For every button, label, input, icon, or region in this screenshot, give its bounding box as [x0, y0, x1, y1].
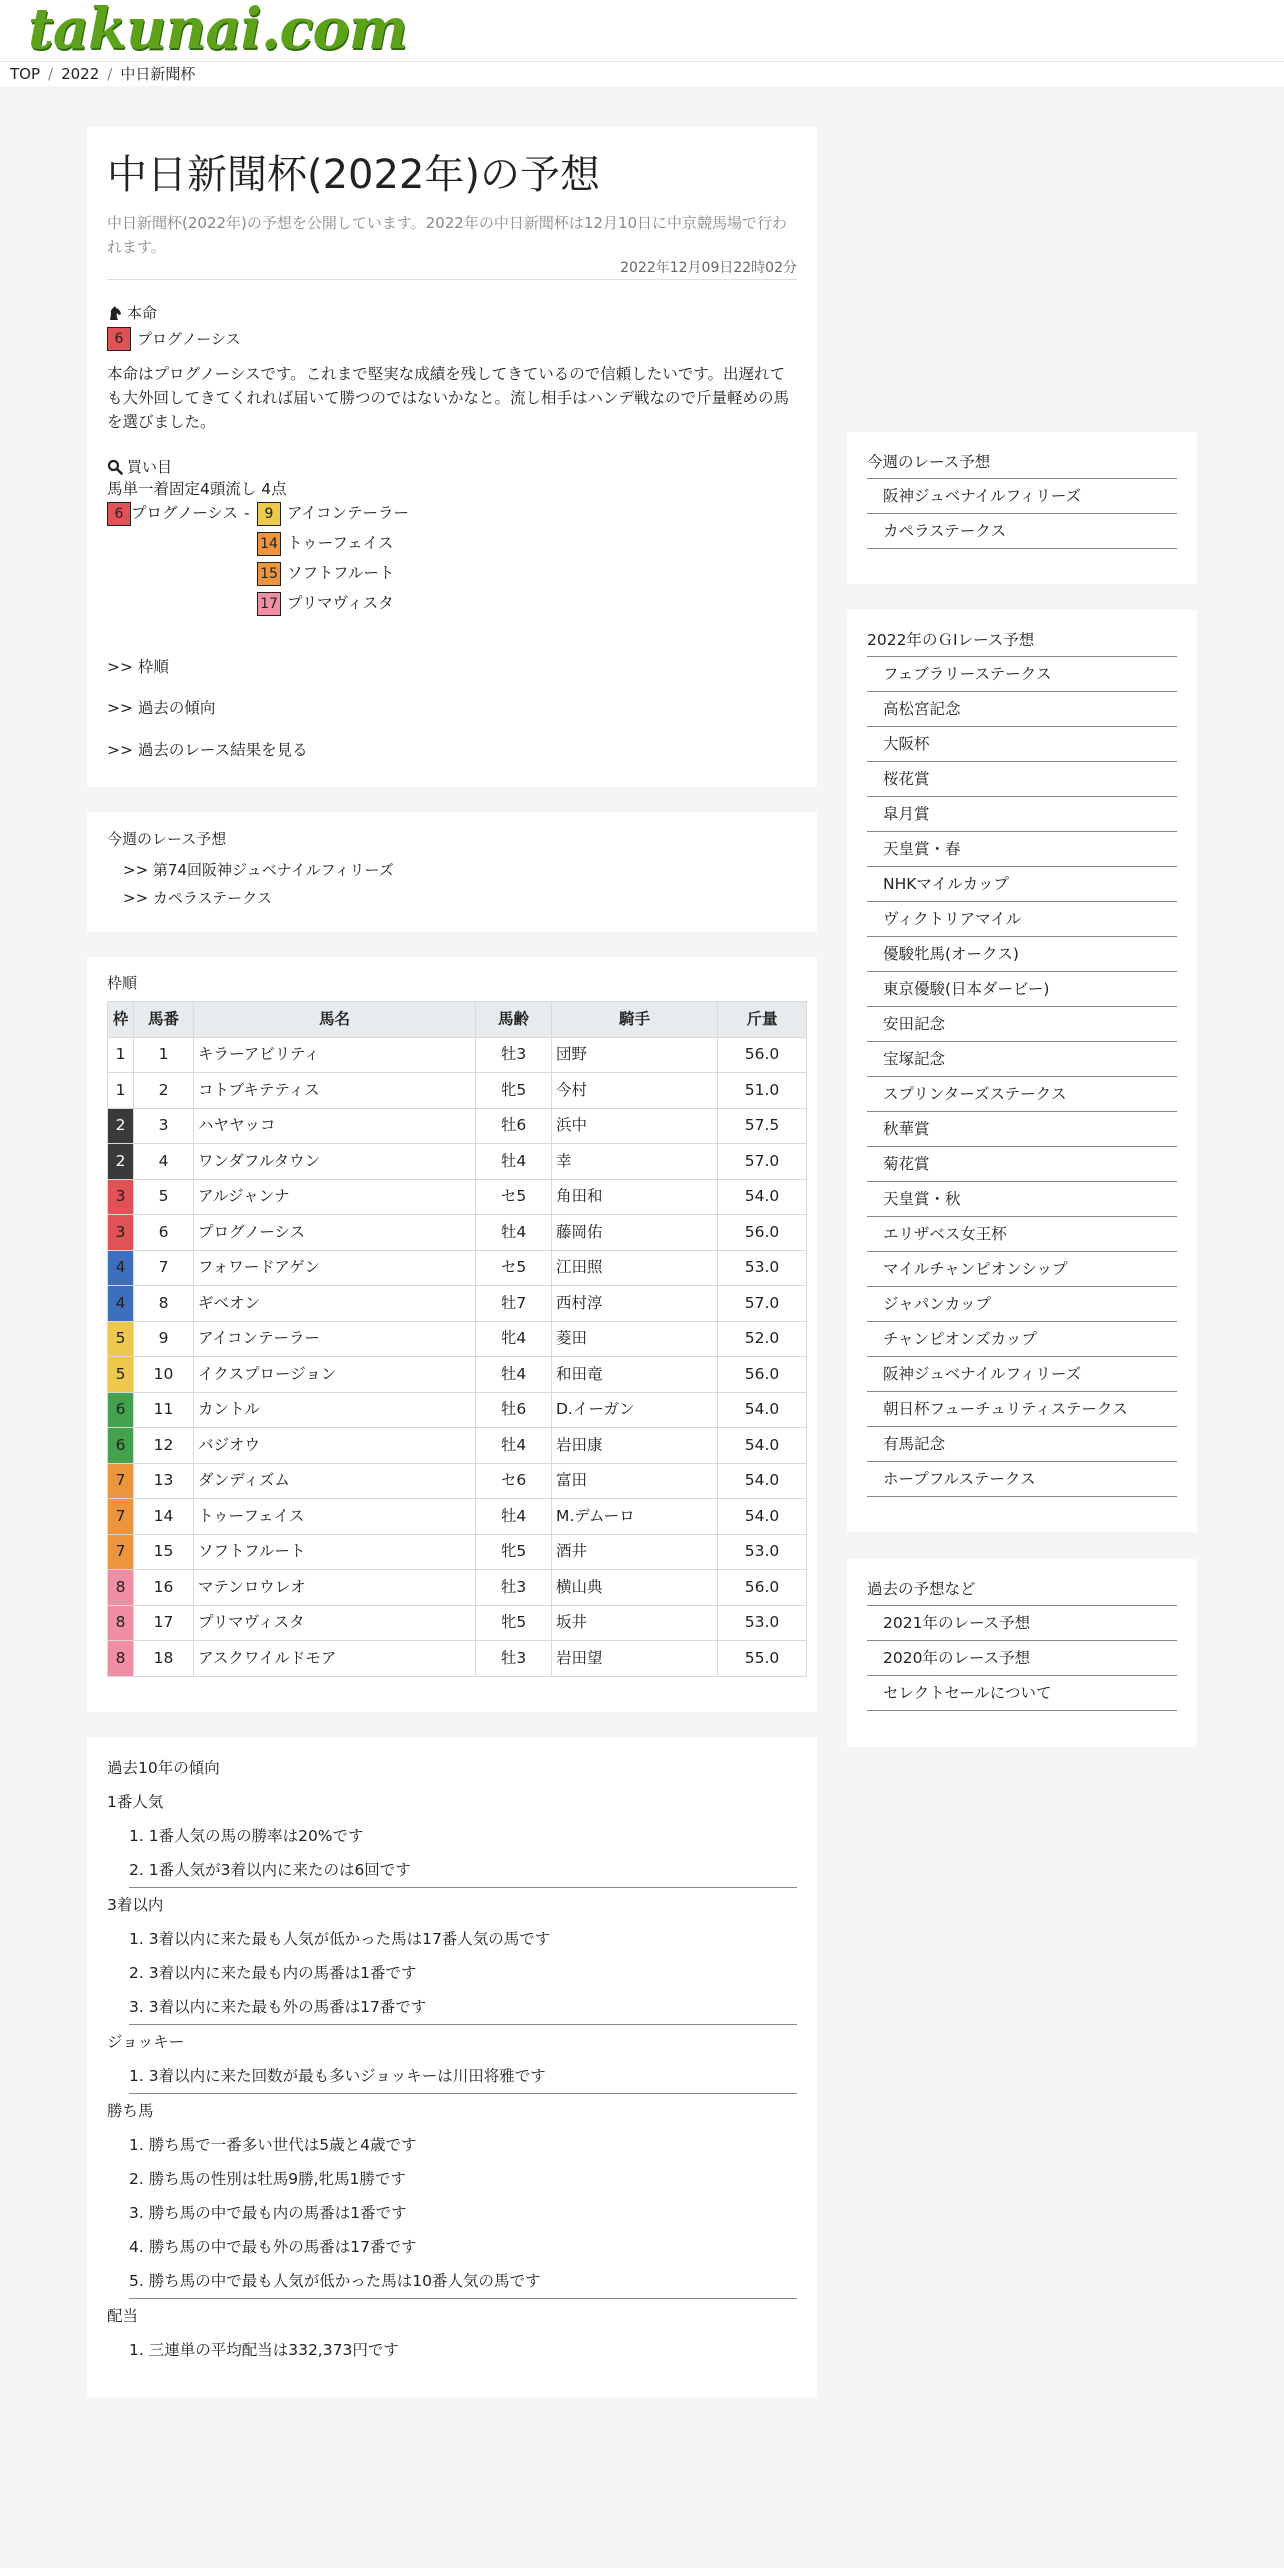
col-number: 馬番	[134, 1002, 194, 1038]
weekly-race-link[interactable]: >> カペラステークス	[123, 889, 273, 907]
trend-item-number: 1.	[129, 1930, 149, 1948]
trend-list	[129, 1819, 797, 1888]
weight-cell: 57.5	[718, 1108, 807, 1144]
jockey-cell: 今村	[552, 1073, 718, 1109]
table-row	[108, 1250, 807, 1286]
horse-name-cell[interactable]: プリマヴィスタ	[194, 1605, 476, 1641]
breadcrumb-separator: /	[48, 65, 54, 83]
waku-cell: 8	[108, 1641, 134, 1677]
waku-cell: 4	[108, 1286, 134, 1322]
waku-cell: 6	[108, 1428, 134, 1464]
horse-name-cell[interactable]: バジオウ	[194, 1428, 476, 1464]
waku-cell: 5	[108, 1321, 134, 1357]
table-row	[108, 1428, 807, 1464]
sidebar-link[interactable]: 桜花賞	[867, 762, 1177, 797]
trend-item-number: 2.	[129, 2170, 149, 2188]
horse-name-cell[interactable]: トゥーフェイス	[194, 1499, 476, 1535]
trend-list	[129, 1922, 797, 2025]
sidebar-link[interactable]: カペラステークス	[867, 514, 1177, 549]
weight-cell: 56.0	[718, 1357, 807, 1393]
link-trend[interactable]: >> 過去の傾向	[107, 699, 216, 718]
buy-target-badge: 15	[257, 562, 281, 586]
trend-item-text: 勝ち馬の中で最も人気が低かった馬は10番人気の馬です	[148, 2272, 541, 2290]
sidebar-section-title: 2022年のＧⅠレース予想	[867, 624, 1177, 657]
age-cell: 牡4	[476, 1357, 552, 1393]
weekly-races-title: 今週のレース予想	[107, 830, 227, 848]
buy-target-badge: 17	[257, 592, 281, 616]
age-cell: 牡3	[476, 1570, 552, 1606]
table-header-row	[108, 1002, 807, 1038]
col-horse: 馬名	[194, 1002, 476, 1038]
age-cell: 牡4	[476, 1428, 552, 1464]
horse-name-cell[interactable]: ソフトフルート	[194, 1534, 476, 1570]
horse-name-cell[interactable]: アスクワイルドモア	[194, 1641, 476, 1677]
sidebar-link[interactable]: 大阪杯	[867, 727, 1177, 762]
trend-list-item	[129, 1853, 797, 1887]
link-past-results[interactable]: >> 過去のレース結果を見る	[107, 740, 308, 759]
horse-name-cell[interactable]: カントル	[194, 1392, 476, 1428]
horse-name-cell[interactable]: コトブキテティス	[194, 1073, 476, 1109]
waku-cell: 5	[108, 1357, 134, 1393]
jockey-cell: 浜中	[552, 1108, 718, 1144]
breadcrumb	[0, 62, 1284, 86]
waku-cell: 2	[108, 1144, 134, 1180]
sidebar-link[interactable]: ホープフルステークス	[867, 1462, 1177, 1497]
table-row	[108, 1108, 807, 1144]
waku-cell: 8	[108, 1605, 134, 1641]
weight-cell: 56.0	[718, 1570, 807, 1606]
weekly-races-card	[87, 812, 817, 932]
buy-target-name: ソフトフルート	[287, 564, 395, 583]
table-row	[108, 1392, 807, 1428]
trend-item-text: 勝ち馬の性別は牡馬9勝,牝馬1勝です	[148, 2170, 406, 2188]
horse-name-cell[interactable]: マテンロウレオ	[194, 1570, 476, 1606]
table-row	[108, 1605, 807, 1641]
trend-list	[129, 2333, 797, 2367]
table-row	[108, 1463, 807, 1499]
trend-list-item	[129, 2059, 797, 2093]
trend-list-item	[129, 1956, 797, 1990]
buy-target-1	[257, 502, 409, 526]
age-cell: 牝5	[476, 1605, 552, 1641]
jockey-cell: 団野	[552, 1037, 718, 1073]
sidebar-link[interactable]: エリザベス女王杯	[867, 1217, 1177, 1252]
weekly-race-link[interactable]: >> 第74回阪神ジュベナイルフィリーズ	[123, 861, 394, 879]
buy-main-horse	[107, 502, 250, 526]
trend-title: 過去10年の傾向	[107, 1759, 220, 1777]
breadcrumb-separator: /	[107, 65, 113, 83]
trend-list-item	[129, 2196, 797, 2230]
sidebar-link[interactable]: 朝日杯フューチュリティステークス	[867, 1392, 1177, 1427]
col-jockey: 騎手	[552, 1002, 718, 1038]
age-cell: 牡6	[476, 1392, 552, 1428]
sidebar-link[interactable]: ヴィクトリアマイル	[867, 902, 1177, 937]
number-cell: 4	[134, 1144, 194, 1180]
entries-table	[107, 1001, 807, 1677]
weight-cell: 53.0	[718, 1605, 807, 1641]
weight-cell: 54.0	[718, 1392, 807, 1428]
jockey-cell: 和田竜	[552, 1357, 718, 1393]
horse-name-cell[interactable]: ハヤヤッコ	[194, 1108, 476, 1144]
number-cell: 13	[134, 1463, 194, 1499]
trend-item-text: 3着以内に来た最も人気が低かった馬は17番人気の馬です	[148, 1930, 551, 1948]
horse-name-cell[interactable]: ワンダフルタウン	[194, 1144, 476, 1180]
jockey-cell: 角田和	[552, 1179, 718, 1215]
waku-cell: 7	[108, 1534, 134, 1570]
weight-cell: 54.0	[718, 1463, 807, 1499]
pick-heading-label: 本命	[127, 304, 158, 322]
site-header	[0, 0, 1284, 62]
pick-comment: 本命はプログノーシスです。これまで堅実な成績を残してきているので信頼したいです。出遅れても大外回してきてくれれば届いて勝つのではないかなと。流し相手はハンデ戦なので斤量軽めの馬を選びました。	[107, 365, 790, 432]
trend-item-number: 1.	[129, 1827, 149, 1845]
jockey-cell: 横山典	[552, 1570, 718, 1606]
waku-cell: 4	[108, 1250, 134, 1286]
breadcrumb-current: 中日新聞杯	[120, 65, 196, 83]
trend-list-item	[129, 1922, 797, 1956]
buy-dash: -	[243, 504, 250, 523]
trend-item-text: 勝ち馬の中で最も外の馬番は17番です	[148, 2238, 417, 2256]
jockey-cell: M.デムーロ	[552, 1499, 718, 1535]
buy-target-4	[257, 592, 394, 616]
number-cell: 7	[134, 1250, 194, 1286]
number-cell: 9	[134, 1321, 194, 1357]
number-cell: 3	[134, 1108, 194, 1144]
waku-cell: 8	[108, 1570, 134, 1606]
number-cell: 5	[134, 1179, 194, 1215]
pick-number-badge: 6	[107, 327, 131, 351]
number-cell: 8	[134, 1286, 194, 1322]
trend-item-text: 3着以内に来た回数が最も多いジョッキーは川田将雅です	[148, 2067, 546, 2085]
table-row	[108, 1570, 807, 1606]
age-cell: 牡4	[476, 1144, 552, 1180]
sidebar-link[interactable]: マイルチャンピオンシップ	[867, 1252, 1177, 1287]
buy-target-name: アイコンテーラー	[287, 504, 409, 523]
number-cell: 15	[134, 1534, 194, 1570]
jockey-cell: 藤岡佑	[552, 1215, 718, 1251]
sidebar-link[interactable]: 秋華賞	[867, 1112, 1177, 1147]
waku-cell: 6	[108, 1392, 134, 1428]
trend-list	[129, 2059, 797, 2094]
link-entries[interactable]: >> 枠順	[107, 658, 169, 677]
entries-card	[87, 957, 817, 1712]
trend-item-text: 三連単の平均配当は332,373円です	[148, 2341, 399, 2359]
weight-cell: 54.0	[718, 1499, 807, 1535]
number-cell: 16	[134, 1570, 194, 1606]
horse-name-cell[interactable]: キラーアビリティ	[194, 1037, 476, 1073]
jockey-cell: 酒井	[552, 1534, 718, 1570]
number-cell: 1	[134, 1037, 194, 1073]
sidebar-link[interactable]: 優駿牝馬(オークス)	[867, 937, 1177, 972]
trend-item-number: 2.	[129, 1964, 149, 1982]
search-icon	[107, 459, 123, 475]
waku-cell: 7	[108, 1499, 134, 1535]
age-cell: 牝5	[476, 1073, 552, 1109]
weight-cell: 53.0	[718, 1534, 807, 1570]
horse-name-cell[interactable]: プログノーシス	[194, 1215, 476, 1251]
waku-cell: 7	[108, 1463, 134, 1499]
waku-cell: 3	[108, 1215, 134, 1251]
age-cell: セ5	[476, 1250, 552, 1286]
weight-cell: 51.0	[718, 1073, 807, 1109]
buy-target-badge: 9	[257, 502, 281, 526]
sidebar-link[interactable]: 宝塚記念	[867, 1042, 1177, 1077]
age-cell: セ6	[476, 1463, 552, 1499]
buy-target-badge: 14	[257, 532, 281, 556]
number-cell: 10	[134, 1357, 194, 1393]
buy-target-2	[257, 532, 393, 556]
sidebar-weekly	[847, 432, 1197, 584]
jockey-cell: 岩田康	[552, 1428, 718, 1464]
table-row	[108, 1641, 807, 1677]
buy-target-3	[257, 562, 394, 586]
sidebar-link[interactable]: 阪神ジュベナイルフィリーズ	[867, 1357, 1177, 1392]
weight-cell: 57.0	[718, 1286, 807, 1322]
pick-horse-name: プログノーシス	[137, 330, 241, 348]
buy-heading-label: 買い目	[127, 458, 173, 477]
trend-item-number: 4.	[129, 2238, 149, 2256]
sidebar-link[interactable]: 有馬記念	[867, 1427, 1177, 1462]
buy-target-name: トゥーフェイス	[287, 534, 394, 553]
sidebar-link[interactable]: NHKマイルカップ	[867, 867, 1177, 902]
weight-cell: 56.0	[718, 1215, 807, 1251]
trend-item-number: 2.	[129, 1861, 149, 1879]
jockey-cell: D.イーガン	[552, 1392, 718, 1428]
trend-list-item	[129, 2264, 797, 2298]
waku-cell: 1	[108, 1073, 134, 1109]
sidebar-link[interactable]: ジャパンカップ	[867, 1287, 1177, 1322]
trend-item-number: 1.	[129, 2067, 149, 2085]
horse-head-icon	[107, 305, 123, 321]
sidebar-link[interactable]: 2020年のレース予想	[867, 1641, 1177, 1676]
table-row	[108, 1321, 807, 1357]
sidebar-link[interactable]: 天皇賞・春	[867, 832, 1177, 867]
article-card	[87, 127, 817, 787]
table-row	[108, 1215, 807, 1251]
trend-item-text: 勝ち馬で一番多い世代は5歳と4歳です	[148, 2136, 417, 2154]
age-cell: 牡3	[476, 1641, 552, 1677]
trend-group-heading: 3着以内	[107, 1896, 164, 1914]
table-row	[108, 1179, 807, 1215]
trend-list-item	[129, 2162, 797, 2196]
pick-horse	[107, 326, 797, 352]
waku-cell: 2	[108, 1108, 134, 1144]
sidebar-past	[847, 1559, 1197, 1747]
buy-main-badge: 6	[107, 502, 131, 526]
weight-cell: 55.0	[718, 1641, 807, 1677]
buy-heading	[107, 456, 797, 478]
col-waku: 枠	[108, 1002, 134, 1038]
sidebar-link[interactable]: 皐月賞	[867, 797, 1177, 832]
page-title: 中日新聞杯(2022年)の予想	[107, 152, 601, 198]
trend-group-heading: 配当	[107, 2307, 139, 2325]
table-row	[108, 1073, 807, 1109]
weight-cell: 56.0	[718, 1037, 807, 1073]
sidebar-link[interactable]: 阪神ジュベナイルフィリーズ	[867, 479, 1177, 514]
publish-date: 2022年12月09日22時02分	[107, 259, 797, 280]
jockey-cell: 西村淳	[552, 1286, 718, 1322]
col-age: 馬齢	[476, 1002, 552, 1038]
age-cell: 牝5	[476, 1534, 552, 1570]
article-lead: 中日新聞杯(2022年)の予想を公開しています。2022年の中日新聞杯は12月10日に中京競馬場で行われます。	[107, 214, 788, 256]
trend-list-item	[129, 2230, 797, 2264]
number-cell: 17	[134, 1605, 194, 1641]
trend-item-number: 5.	[129, 2272, 149, 2290]
trend-item-text: 1番人気が3着以内に来たのは6回です	[148, 1861, 411, 1879]
weight-cell: 57.0	[718, 1144, 807, 1180]
weight-cell: 52.0	[718, 1321, 807, 1357]
horse-name-cell[interactable]: イクスプロージョン	[194, 1357, 476, 1393]
age-cell: 牝4	[476, 1321, 552, 1357]
horse-name-cell[interactable]: フォワードアゲン	[194, 1250, 476, 1286]
age-cell: 牡4	[476, 1499, 552, 1535]
trend-list-item	[129, 2333, 797, 2367]
horse-name-cell[interactable]: アイコンテーラー	[194, 1321, 476, 1357]
trend-item-number: 1.	[129, 2136, 149, 2154]
sidebar-link[interactable]: 安田記念	[867, 1007, 1177, 1042]
col-weight: 斤量	[718, 1002, 807, 1038]
sidebar-link[interactable]: スプリンターズステークス	[867, 1077, 1177, 1112]
table-row	[108, 1037, 807, 1073]
table-row	[108, 1499, 807, 1535]
age-cell: 牡6	[476, 1108, 552, 1144]
sidebar-link[interactable]: セレクトセールについて	[867, 1676, 1177, 1711]
jockey-cell: 坂井	[552, 1605, 718, 1641]
horse-name-cell[interactable]: アルジャンナ	[194, 1179, 476, 1215]
trend-item-text: 3着以内に来た最も外の馬番は17番です	[148, 1998, 427, 2016]
jockey-cell: 菱田	[552, 1321, 718, 1357]
jockey-cell: 岩田望	[552, 1641, 718, 1677]
table-row	[108, 1144, 807, 1180]
horse-name-cell[interactable]: ダンディズム	[194, 1463, 476, 1499]
age-cell: セ5	[476, 1179, 552, 1215]
sidebar-link[interactable]: 天皇賞・秋	[867, 1182, 1177, 1217]
sidebar-section-title: 今週のレース予想	[867, 446, 1177, 479]
horse-name-cell[interactable]: ギベオン	[194, 1286, 476, 1322]
age-cell: 牡7	[476, 1286, 552, 1322]
jockey-cell: 富田	[552, 1463, 718, 1499]
entries-title: 枠順	[107, 974, 138, 992]
table-row	[108, 1286, 807, 1322]
sidebar-link[interactable]: フェブラリーステークス	[867, 657, 1177, 692]
trend-group-heading: 勝ち馬	[107, 2102, 154, 2120]
breadcrumb-top[interactable]: TOP	[10, 65, 41, 83]
trend-item-text: 勝ち馬の中で最も内の馬番は1番です	[148, 2204, 407, 2222]
table-row	[108, 1534, 807, 1570]
sidebar-link[interactable]: チャンピオンズカップ	[867, 1322, 1177, 1357]
trend-list-item	[129, 1990, 797, 2024]
weight-cell: 54.0	[718, 1179, 807, 1215]
buy-target-name: プリマヴィスタ	[287, 594, 394, 613]
trend-item-text: 3着以内に来た最も内の馬番は1番です	[148, 1964, 417, 1982]
trend-group-heading: 1番人気	[107, 1793, 164, 1811]
trend-list-item	[129, 1819, 797, 1853]
trend-item-text: 1番人気の馬の勝率は20%です	[148, 1827, 364, 1845]
age-cell: 牡4	[476, 1215, 552, 1251]
sidebar-link[interactable]: 高松宮記念	[867, 692, 1177, 727]
number-cell: 6	[134, 1215, 194, 1251]
sidebar-link[interactable]: 菊花賞	[867, 1147, 1177, 1182]
table-row	[108, 1357, 807, 1393]
number-cell: 11	[134, 1392, 194, 1428]
number-cell: 12	[134, 1428, 194, 1464]
trend-group-heading: ジョッキー	[107, 2033, 185, 2051]
trend-list	[129, 2128, 797, 2299]
trend-item-number: 3.	[129, 2204, 149, 2222]
waku-cell: 1	[108, 1037, 134, 1073]
sidebar-section-title: 過去の予想など	[867, 1573, 1177, 1606]
breadcrumb-year[interactable]: 2022	[61, 65, 100, 83]
pick-heading	[107, 302, 797, 324]
site-logo[interactable]: takunai.com	[28, 0, 408, 62]
trend-list-item	[129, 2128, 797, 2162]
age-cell: 牡3	[476, 1037, 552, 1073]
weight-cell: 53.0	[718, 1250, 807, 1286]
weight-cell: 54.0	[718, 1428, 807, 1464]
sidebar-link[interactable]: 2021年のレース予想	[867, 1606, 1177, 1641]
buy-main-name: プログノーシス	[131, 504, 238, 523]
buy-description: 馬単一着固定4頭流し 4点	[107, 480, 287, 499]
trend-card	[87, 1737, 817, 2397]
number-cell: 18	[134, 1641, 194, 1677]
sidebar-link[interactable]: 東京優駿(日本ダービー)	[867, 972, 1177, 1007]
trend-item-number: 3.	[129, 1998, 149, 2016]
number-cell: 14	[134, 1499, 194, 1535]
buy-combination	[107, 502, 797, 622]
waku-cell: 3	[108, 1179, 134, 1215]
jockey-cell: 江田照	[552, 1250, 718, 1286]
sidebar-g1	[847, 610, 1197, 1532]
number-cell: 2	[134, 1073, 194, 1109]
trend-item-number: 1.	[129, 2341, 149, 2359]
jockey-cell: 幸	[552, 1144, 718, 1180]
